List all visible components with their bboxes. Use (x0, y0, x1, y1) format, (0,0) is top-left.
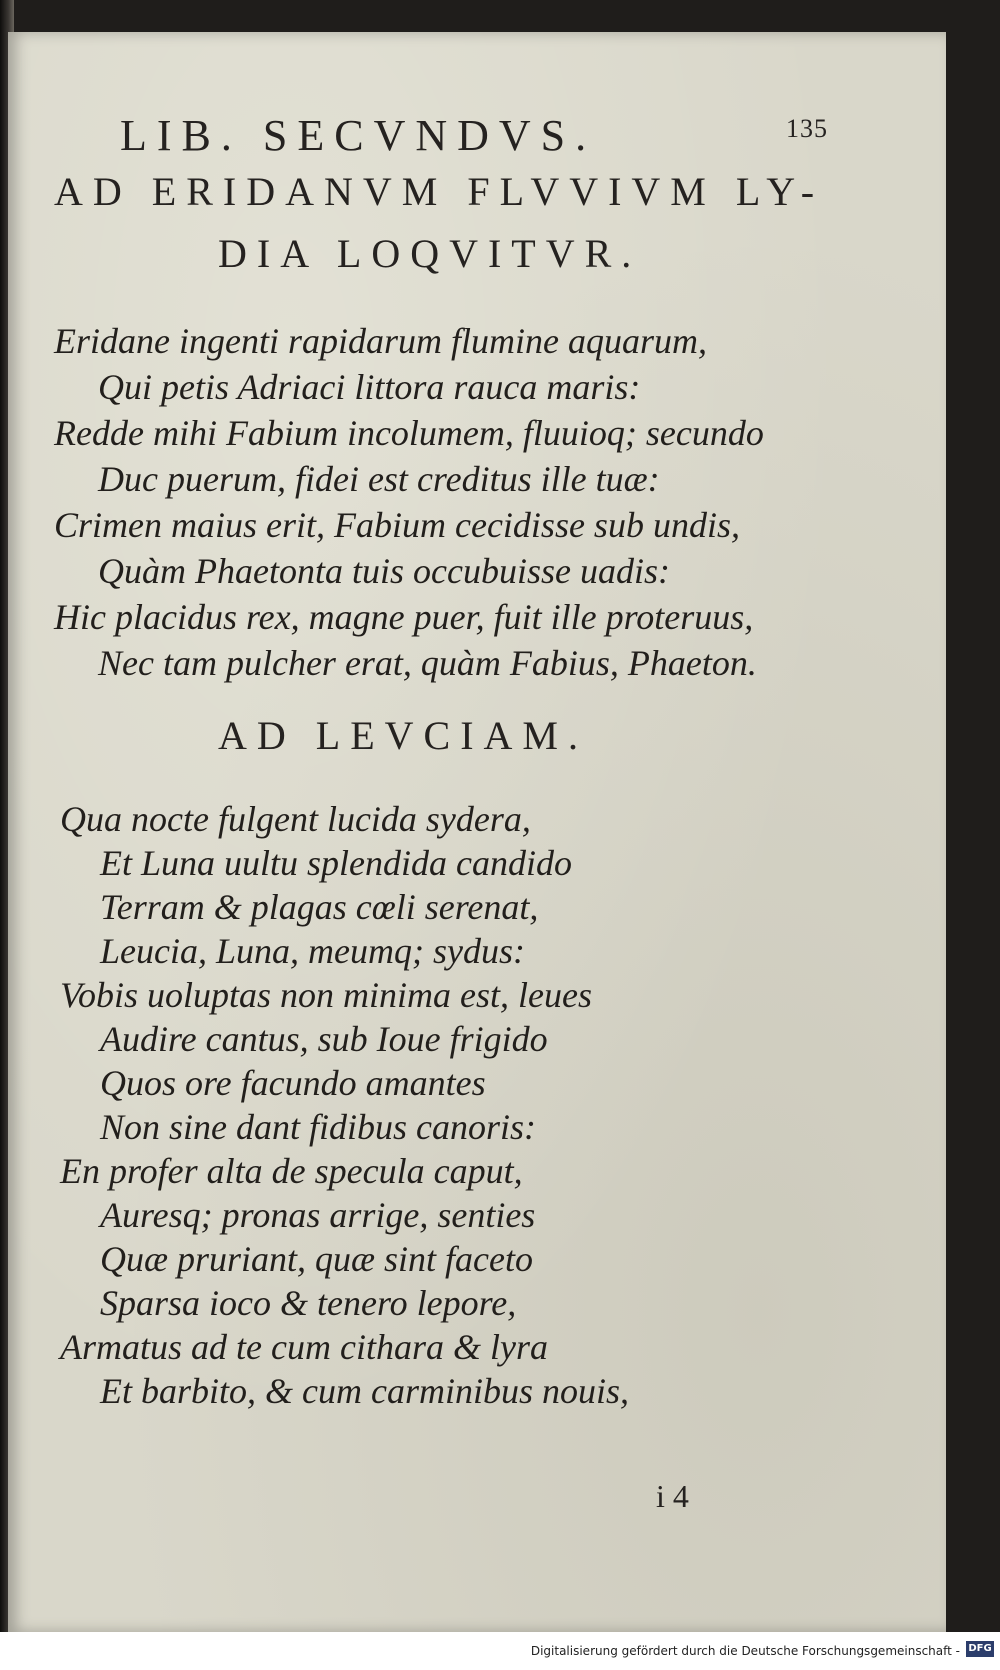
verse-line: Auresq; pronas arrige, senties (100, 1195, 536, 1235)
verse-line: Et barbito, & cum carminibus nouis, (100, 1371, 629, 1411)
verse-line: Quæ pruriant, quæ sint faceto (100, 1239, 534, 1279)
verse-line: Nec tam pulcher erat, quàm Fabius, Phaeton. (98, 643, 757, 683)
poem1-title-line1: AD ERIDANVM FLVVIVM LY- (54, 169, 825, 214)
verse-line: Audire cantus, sub Ioue frigido (100, 1019, 548, 1059)
verse-line: Crimen maius erit, Fabium cecidisse sub undis, (54, 505, 740, 545)
verse-line: Qui petis Adriaci littora rauca maris: (98, 367, 641, 407)
verse-line: Qua nocte fulgent lucida sydera, (60, 799, 531, 839)
verse-line: Hic placidus rex, magne puer, fuit ille proteruus, (54, 597, 754, 637)
verse-line: Sparsa ioco & tenero lepore, (100, 1283, 517, 1323)
verse-line: Armatus ad te cum cithara & lyra (60, 1327, 548, 1367)
verse-line: Terram & plagas cœli serenat, (100, 887, 539, 927)
dfg-logo: DFG (966, 1641, 994, 1657)
verse-line: Leucia, Luna, meumq; sydus: (100, 931, 525, 971)
verse-line: Vobis uoluptas non minima est, leues (60, 975, 592, 1015)
footer-credit: Digitalisierung gefördert durch die Deutsche Forschungsgemeinschaft - (530, 1644, 960, 1658)
verse-line: Non sine dant fidibus canoris: (100, 1107, 537, 1147)
signature-mark: i 4 (656, 1478, 689, 1514)
verse-line: Quos ore facundo amantes (100, 1063, 486, 1103)
poem2-title: AD LEVCIAM. (218, 713, 588, 758)
verse-line: En profer alta de specula caput, (60, 1151, 523, 1191)
book-page (8, 32, 946, 1632)
page-number: 135 (786, 114, 828, 143)
poem1-title-line2: DIA LOQVITVR. (218, 231, 642, 276)
verse-line: Et Luna uultu splendida candido (100, 843, 572, 883)
running-head: LIB. SECVNDVS. (120, 111, 597, 160)
verse-line: Eridane ingenti rapidarum flumine aquarum, (54, 321, 707, 361)
verse-line: Duc puerum, fidei est creditus ille tuæ: (98, 459, 660, 499)
verse-line: Redde mihi Fabium incolumem, fluuioq; secundo (54, 413, 764, 453)
verse-line: Quàm Phaetonta tuis occubuisse uadis: (98, 551, 670, 591)
digitization-footer (0, 1632, 1000, 1670)
